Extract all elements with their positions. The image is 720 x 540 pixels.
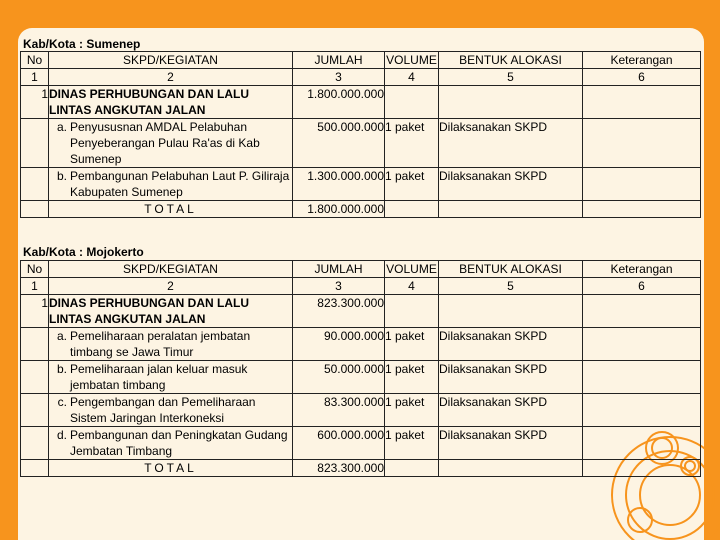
total-value: 1.800.000.000 [293, 201, 385, 218]
dinas-line-2: LINTAS ANGKUTAN JALAN [49, 103, 206, 117]
item-bentuk: Dilaksanakan SKPD [439, 394, 583, 427]
header-number-row [21, 69, 701, 86]
item-volume: 1 paket [385, 394, 439, 427]
header-number: 4 [385, 69, 439, 86]
header-jumlah: JUMLAH [293, 261, 385, 278]
section-title-sumenep: Kab/Kota : Sumenep [23, 37, 141, 51]
item-bentuk: Dilaksanakan SKPD [439, 168, 583, 201]
item-cell [49, 168, 293, 201]
header-number: 3 [293, 69, 385, 86]
item-text: Pembangunan dan Peningkatan Gudang Jembatan Timbang [70, 428, 288, 458]
item-cell [49, 394, 293, 427]
dinas-name [49, 86, 293, 119]
header-volume: VOLUME [386, 262, 437, 276]
total-row [21, 201, 701, 218]
table-row [21, 427, 701, 460]
header-number: 1 [21, 69, 49, 86]
header-number: 6 [583, 278, 701, 295]
header-number: 3 [293, 278, 385, 295]
item-letter: b. [56, 362, 67, 376]
item-letter: d. [56, 428, 67, 442]
header-kegiatan: SKPD/KEGIATAN [49, 52, 293, 69]
dinas-line-1: DINAS PERHUBUNGAN DAN LALU [49, 296, 249, 310]
header-number: 6 [583, 69, 701, 86]
item-text: Penyususnan AMDAL Pelabuhan Penyeberangan Pulau Ra'as di Kab Sumenep [70, 120, 260, 166]
header-no: No [21, 261, 49, 278]
item-letter: b. [56, 169, 67, 183]
dinas-number: 1 [21, 86, 49, 119]
dinas-number: 1 [21, 295, 49, 328]
table-row [21, 168, 701, 201]
header-kegiatan: SKPD/KEGIATAN [49, 261, 293, 278]
table-header-row [21, 261, 701, 278]
total-value: 823.300.000 [293, 460, 385, 477]
item-cell [49, 427, 293, 460]
item-jumlah: 600.000.000 [293, 427, 385, 460]
item-letter: c. [57, 395, 67, 409]
item-jumlah: 1.300.000.000 [293, 168, 385, 201]
header-no: No [21, 52, 49, 69]
item-volume: 1 paket [385, 119, 439, 168]
item-text: Pemeliharaan jalan keluar masuk jembatan timbang [70, 362, 248, 392]
table-row [21, 119, 701, 168]
header-bentuk: BENTUK ALOKASI [439, 261, 583, 278]
item-text: Pengembangan dan Pemeliharaan Sistem Jaringan Interkoneksi [70, 395, 256, 425]
table-header-row [21, 52, 701, 69]
total-label: TOTAL [49, 201, 293, 218]
table-row [21, 361, 701, 394]
header-bentuk: BENTUK ALOKASI [439, 52, 583, 69]
dinas-name [49, 295, 293, 328]
header-number: 5 [439, 278, 583, 295]
header-keterangan: Keterangan [583, 261, 701, 278]
table-row-dinas [21, 86, 701, 119]
total-row [21, 460, 701, 477]
item-letter: a. [56, 120, 67, 134]
item-cell [49, 119, 293, 168]
dinas-jumlah: 823.300.000 [293, 295, 385, 328]
item-text: Pemeliharaan peralatan jembatan timbang se Jawa Timur [70, 329, 251, 359]
header-number: 4 [385, 278, 439, 295]
dinas-line-1: DINAS PERHUBUNGAN DAN LALU [49, 87, 249, 101]
item-cell [49, 328, 293, 361]
item-text: Pembangunan Pelabuhan Laut P. Giliraja Kabupaten Sumenep [70, 169, 290, 199]
item-volume: 1 paket [385, 168, 439, 201]
table-row-dinas [21, 295, 701, 328]
table-mojokerto [20, 260, 701, 477]
dinas-line-2: LINTAS ANGKUTAN JALAN [49, 312, 206, 326]
table-row [21, 328, 701, 361]
header-number-row [21, 278, 701, 295]
item-volume: 1 paket [385, 328, 439, 361]
item-letter: a. [56, 329, 67, 343]
item-bentuk: Dilaksanakan SKPD [439, 427, 583, 460]
item-volume: 1 paket [385, 361, 439, 394]
table-sumenep [20, 51, 701, 218]
header-number: 1 [21, 278, 49, 295]
item-jumlah: 90.000.000 [293, 328, 385, 361]
header-number: 5 [439, 69, 583, 86]
header-keterangan: Keterangan [583, 52, 701, 69]
item-bentuk: Dilaksanakan SKPD [439, 119, 583, 168]
table-row [21, 394, 701, 427]
item-jumlah: 50.000.000 [293, 361, 385, 394]
total-label: TOTAL [49, 460, 293, 477]
dinas-jumlah: 1.800.000.000 [293, 86, 385, 119]
header-volume: VOLUME [386, 53, 437, 67]
item-jumlah: 500.000.000 [293, 119, 385, 168]
item-cell [49, 361, 293, 394]
section-title-mojokerto: Kab/Kota : Mojokerto [23, 245, 144, 259]
header-number: 2 [49, 278, 293, 295]
header-jumlah: JUMLAH [293, 52, 385, 69]
item-bentuk: Dilaksanakan SKPD [439, 328, 583, 361]
item-volume: 1 paket [385, 427, 439, 460]
item-jumlah: 83.300.000 [293, 394, 385, 427]
item-bentuk: Dilaksanakan SKPD [439, 361, 583, 394]
header-number: 2 [49, 69, 293, 86]
